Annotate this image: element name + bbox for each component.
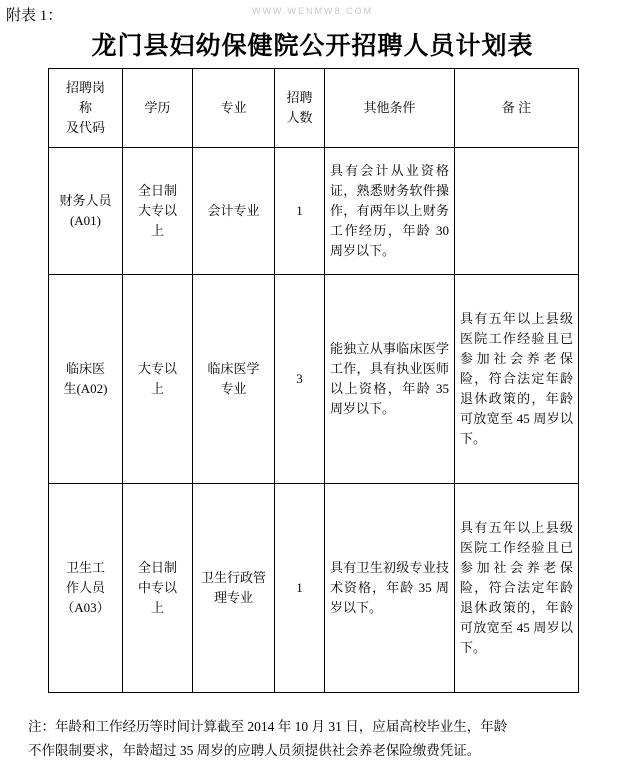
cell-number: 1 xyxy=(275,484,325,693)
cell-remark: 具有五年以上县级医院工作经验且已参加社会养老保险，符合法定年龄退休政策的，年龄可放宽至 45 周岁以下。 xyxy=(455,484,579,693)
watermark-text: WWW.WENMW8.COM xyxy=(252,6,373,16)
column-header-education: 学历 xyxy=(123,69,193,148)
cell-major-line-1: 卫生行政管 xyxy=(200,569,266,585)
cell-education-line-1: 全日制 xyxy=(137,559,177,575)
cell-other-conditions: 能独立从事临床医学工作，具有执业医师以上资格，年龄 35 周岁以下。 xyxy=(325,275,455,484)
cell-other-conditions: 具有卫生初级专业技术资格，年龄 35 周岁以下。 xyxy=(325,484,455,693)
cell-education xyxy=(123,484,193,693)
cell-education-line-2: 中专以 xyxy=(137,579,177,595)
cell-post xyxy=(49,275,123,484)
footnote xyxy=(28,715,600,762)
column-header-post-line-1: 招聘岗 xyxy=(65,79,105,95)
table-row xyxy=(49,275,579,484)
cell-post-line-2: 作人员 xyxy=(65,579,105,595)
cell-major-line-2: 专业 xyxy=(220,381,247,396)
table-header-row xyxy=(49,69,579,148)
cell-post-line-1: 卫生工 xyxy=(65,559,105,575)
column-header-major: 专业 xyxy=(193,69,275,148)
cell-other-conditions: 具有会计从业资格证，熟悉财务软件操作，有两年以上财务工作经历，年龄 30 周岁以下。 xyxy=(325,148,455,275)
cell-post-line-1: 临床医 xyxy=(65,360,105,376)
cell-post xyxy=(49,148,123,275)
cell-post-line-2: 生(A02) xyxy=(63,381,108,396)
table-body xyxy=(49,148,579,693)
column-header-number xyxy=(275,69,325,148)
table-row xyxy=(49,484,579,693)
column-header-number-line-2: 人数 xyxy=(286,110,313,125)
cell-major-line-2: 理专业 xyxy=(213,590,253,605)
cell-major xyxy=(193,275,275,484)
cell-major-line-1: 临床医学 xyxy=(207,360,260,376)
column-header-number-line-1: 招聘 xyxy=(286,89,313,105)
cell-education xyxy=(123,148,193,275)
cell-education-line-3: 上 xyxy=(150,600,164,616)
table-row xyxy=(49,148,579,275)
cell-remark: 具有五年以上县级医院工作经验且已参加社会养老保险，符合法定年龄退休政策的，年龄可放宽至 45 周岁以下。 xyxy=(455,275,579,484)
column-header-remark: 备 注 xyxy=(455,69,579,148)
cell-education-line-1: 大专以 xyxy=(137,360,177,376)
cell-education xyxy=(123,275,193,484)
column-header-other-conditions: 其他条件 xyxy=(325,69,455,148)
recruitment-plan-table xyxy=(48,68,579,693)
cell-education-line-2: 上 xyxy=(150,381,164,396)
cell-remark xyxy=(455,148,579,275)
attachment-label: 附表 1： xyxy=(6,8,63,24)
cell-post-line-2: (A01) xyxy=(69,213,102,228)
footnote-line-2: 不作限制要求，年龄超过 35 周岁的应聘人员须提供社会养老保险缴费凭证。 xyxy=(28,742,481,758)
cell-number: 3 xyxy=(275,275,325,484)
cell-major xyxy=(193,484,275,693)
cell-education-line-3: 上 xyxy=(150,223,164,239)
cell-education-line-2: 大专以 xyxy=(137,202,177,218)
footnote-line-1: 注：年龄和工作经历等时间计算截至 2014 年 10 月 31 日，应届高校毕业生，年龄 xyxy=(28,719,508,734)
cell-major: 会计专业 xyxy=(193,148,275,275)
page-title: 龙门县妇幼保健院公开招聘人员计划表 xyxy=(91,33,534,60)
cell-number: 1 xyxy=(275,148,325,275)
cell-post-line-3: （A03） xyxy=(61,600,110,616)
cell-post xyxy=(49,484,123,693)
cell-education-line-1: 全日制 xyxy=(137,182,177,198)
table-header xyxy=(49,69,579,148)
column-header-post xyxy=(49,69,123,148)
cell-post-line-1: 财务人员 xyxy=(59,192,112,208)
column-header-post-line-2: 称 xyxy=(78,99,92,115)
column-header-post-line-3: 及代码 xyxy=(65,120,105,136)
